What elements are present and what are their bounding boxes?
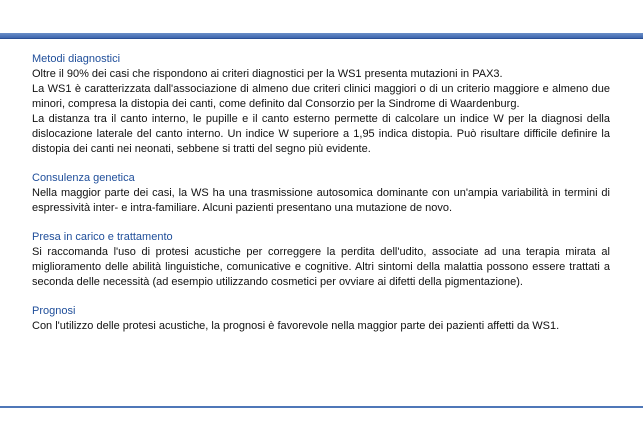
header-rule <box>0 33 643 39</box>
paragraph: Con l'utilizzo delle protesi acustiche, la prognosi è favorevole nella maggior parte dei pazienti affetti da WS1. <box>32 320 560 332</box>
paragraph: Nella maggior parte dei casi, la WS ha una trasmissione autosomica dominante con un'ampia variabilità in termini di espressività inter- e intra-familiare. Alcuni pazienti presentano una mutazione de novo. <box>32 187 610 214</box>
section-presa-in-carico <box>32 230 610 290</box>
section-metodi-diagnostici <box>32 52 610 157</box>
footer-rule <box>0 406 643 408</box>
section-heading: Metodi diagnostici <box>32 53 121 65</box>
section-heading: Presa in carico e trattamento <box>32 231 173 243</box>
paragraph: Si raccomanda l'uso di protesi acustiche per correggere la perdita dell'udito, associate ad una terapia mirata al miglioramento delle abilità linguistiche, comunicative e cognitive. Altri sintomi della malattia possono essere trattati a seconda delle necessità (ad esempio utilizzando cosmetici per ovviare ai difetti della pigmentazione). <box>32 246 610 288</box>
section-heading: Consulenza genetica <box>32 172 135 184</box>
paragraph: La distanza tra il canto interno, le pupille e il canto esterno permette di calcolare un indice W per la diagnosi della dislocazione laterale del canto interno. Un indice W superiore a 1,95 indica distopia. Può risultare difficile definire la distopia dei canti nei neonati, sebbene si tratti del segno più evidente. <box>32 113 610 155</box>
paragraph: Oltre il 90% dei casi che rispondono ai criteri diagnostici per la WS1 presenta mutazioni in PAX3. <box>32 68 503 80</box>
paragraph: La WS1 è caratterizzata dall'associazione di almeno due criteri clinici maggiori o di un criterio maggiore e almeno due minori, compresa la distopia dei canti, come definito dal Consorzio per la Sindrome di Waardenburg. <box>32 83 610 110</box>
section-prognosi <box>32 304 610 334</box>
document-body <box>32 52 610 348</box>
section-heading: Prognosi <box>32 305 76 317</box>
section-consulenza-genetica <box>32 171 610 216</box>
